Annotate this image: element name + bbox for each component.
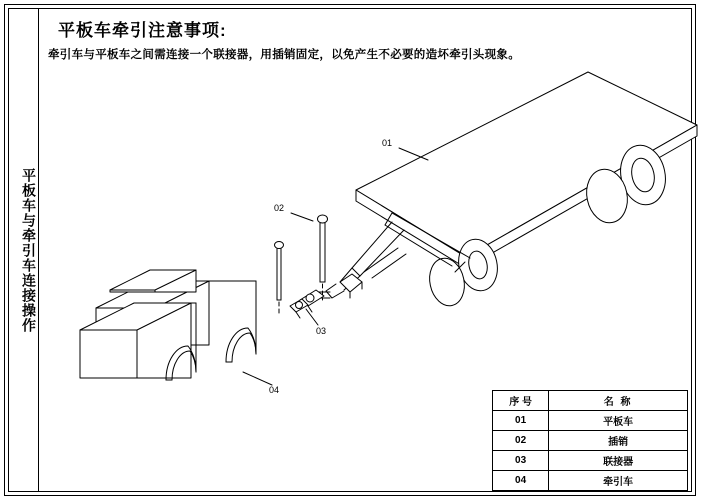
parts-table (492, 390, 688, 491)
table-row (493, 411, 688, 431)
header-name: 名 称 (549, 391, 688, 411)
warning-note: 牵引车与平板车之间需连接一个联接器，用插销固定，以免产生不必要的造坏牵引头现象。 (48, 49, 520, 61)
row-name: 联接器 (549, 451, 688, 471)
table-row (493, 431, 688, 451)
row-no: 02 (493, 431, 549, 451)
side-title-label: 平板车与牵引车连接操作 (21, 167, 37, 333)
row-no: 01 (493, 411, 549, 431)
callout-04: 04 (269, 385, 280, 395)
page-title: 平板车牵引注意事项: (58, 21, 227, 40)
table-header-row (493, 391, 688, 411)
callout-01: 01 (382, 138, 393, 148)
callout-03: 03 (316, 326, 327, 336)
table-row (493, 451, 688, 471)
table-row (493, 471, 688, 491)
header-no: 序 号 (493, 391, 549, 411)
row-name: 牵引车 (549, 471, 688, 491)
row-name: 插销 (549, 431, 688, 451)
row-name: 平板车 (549, 411, 688, 431)
callout-02: 02 (274, 203, 285, 213)
row-no: 03 (493, 451, 549, 471)
row-no: 04 (493, 471, 549, 491)
